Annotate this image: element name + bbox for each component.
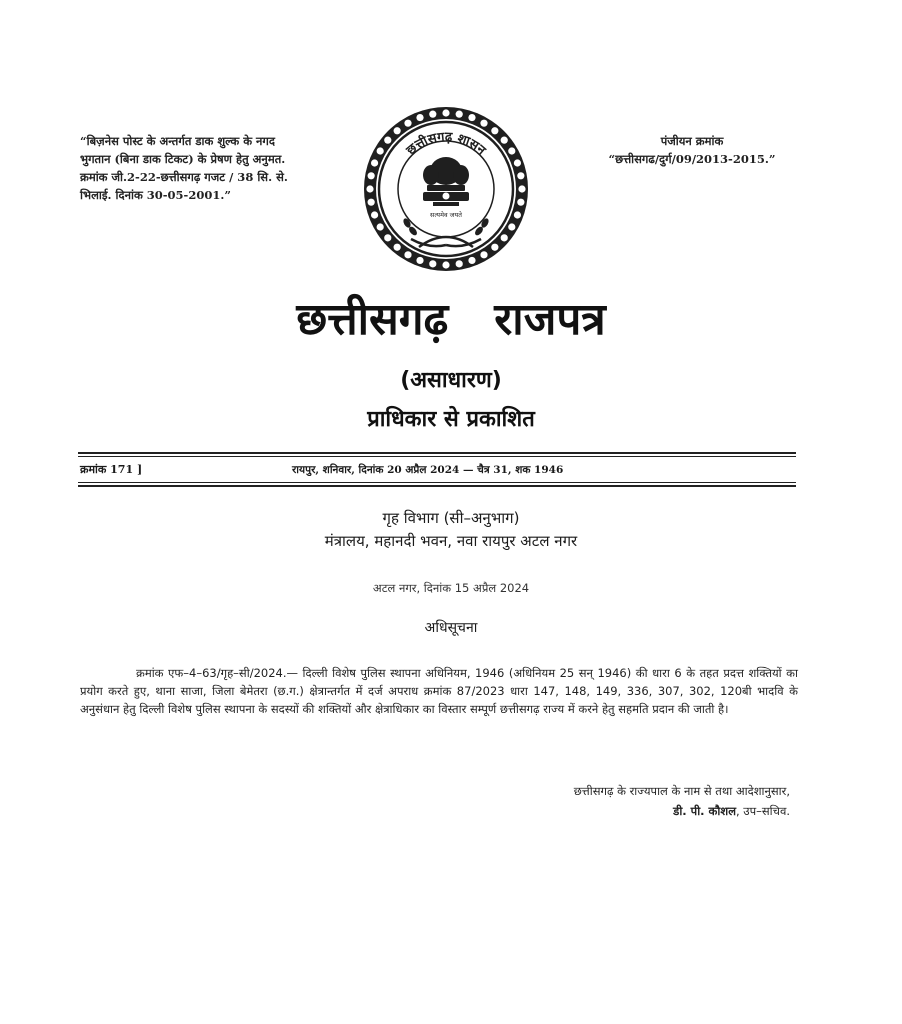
emblem-motto: सत्यमेव जयते (430, 211, 462, 219)
registration-label: पंजीयन क्रमांक (660, 134, 724, 148)
signatory (673, 802, 790, 820)
registration-number: “छत्तीसगढ/दुर्ग/09/2013-2015.” (608, 152, 776, 166)
notification-heading: अधिसूचना (424, 620, 478, 636)
postal-permission-note: “बिज़नेस पोस्ट के अन्तर्गत डाक शुल्क के नगद भुगतान (बिना डाक टिकट) के प्रेषण हेतु अनुमत. क्रमांक जी.2-22-छत्तीसगढ़ गजट / 38 सि. से. भिलाई. दिनांक 30-05-2001.” (80, 134, 288, 202)
registration-note (592, 132, 792, 168)
emblem-ring-text: छत्तीसगढ़ शासन (403, 129, 489, 159)
notification-place-date: अटल नगर, दिनांक 15 अप्रैल 2024 (372, 581, 530, 595)
issue-date-line: रायपुर, शनिवार, दिनांक 20 अप्रैल 2024 — चैत्र 31, शक 1946 (292, 464, 564, 476)
department-address: मंत्रालय, महानदी भवन, नवा रायपुर अटल नगर (324, 532, 578, 550)
state-emblem-icon (349, 99, 543, 279)
order-line: छत्तीसगढ़ के राज्यपाल के नाम से तथा आदेशानुसार, (573, 784, 790, 798)
gazette-title (180, 288, 722, 352)
divider-top (78, 452, 796, 454)
issue-number: क्रमांक 171 ] (80, 463, 143, 476)
divider-bottom-thin (78, 482, 796, 483)
authority-line: प्राधिकार से प्रकाशित (367, 407, 535, 432)
gazette-title-word: राजपत्र (494, 294, 606, 345)
divider-bottom (78, 485, 796, 487)
department-name: गृह विभाग (सी–अनुभाग) (382, 509, 520, 527)
gazette-title-state: छत्तीसगढ़ (296, 294, 449, 345)
notification-body: क्रमांक एफ–4–63/गृह–सी/2024.— दिल्ली विशेष पुलिस स्थापना अधिनियम, 1946 (अधिनियम 25 सन् 1946) की धारा 6 के तहत प्रदत्त शक्तियों का प्रयोग करते हुए, थाना साजा, जिला बेमेतरा (छ.ग.) क्षेत्रान्तर्गत में दर्ज अपराध क्रमांक 87/2023 धारा 147, 148, 149, 336, 307, 302, 120बी भादवि के अनुसंधान हेतु दिल्ली विशेष पुलिस स्थापना के सदस्यों की शक्तियों और क्षेत्राधिकार का विस्तार सम्पूर्ण छत्तीसगढ़ राज्य में करने हेतु सहमति प्रदान की जाती है। (80, 666, 798, 716)
signatory-name: डी. पी. कौशल (673, 804, 736, 818)
divider-top-thin (78, 456, 796, 457)
signatory-designation: , उप–सचिव. (736, 804, 790, 818)
gazette-subtitle: (असाधारण) (400, 368, 502, 393)
